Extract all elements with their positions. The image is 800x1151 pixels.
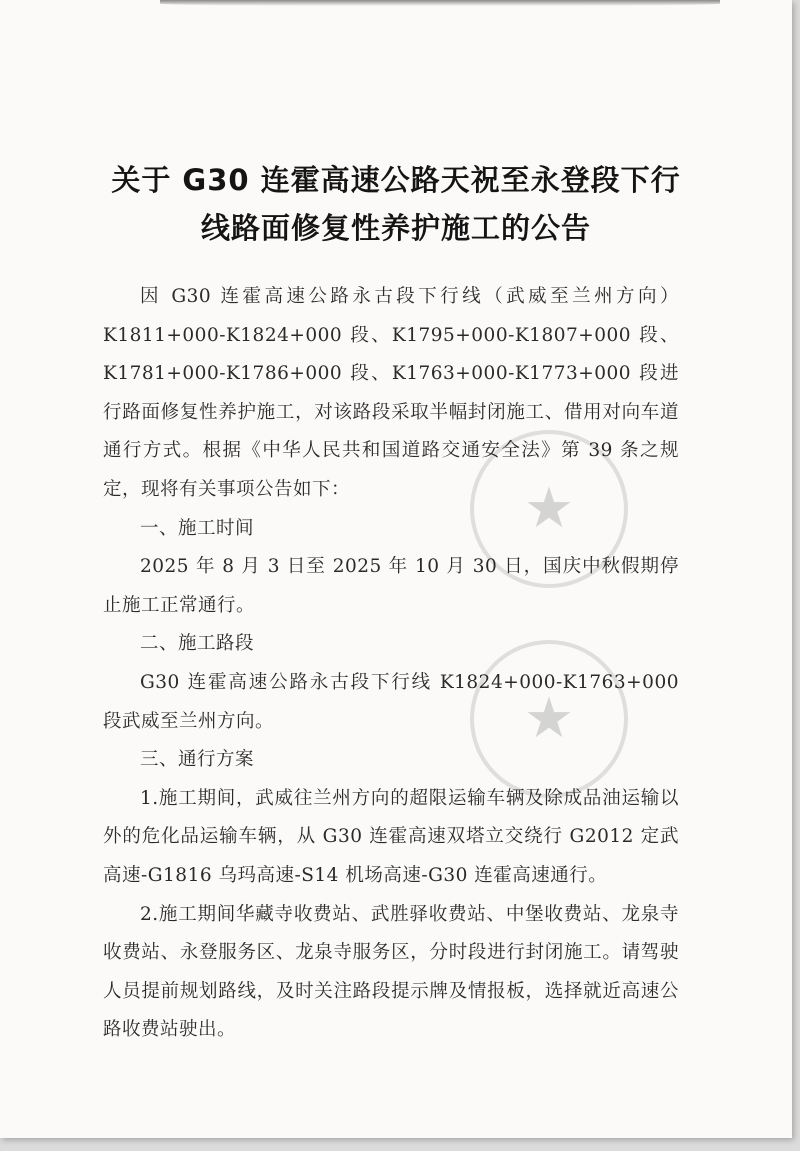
scan-edge-shadow [160, 0, 720, 6]
section-heading: 二、施工路段 [140, 633, 255, 655]
section-paragraph: G30 连霍高速公路永古段下行线 K1824+000-K1763+000 段武威至兰州方向。 [103, 671, 679, 732]
intro-paragraph: 因 G30 连霍高速公路永古段下行线（武威至兰州方向）K1811+000-K1824+000 段、K1795+000-K1807+000 段、K1781+000-K1786+000 段、K1763+000-K1773+000 段进行路面修复性养护施工，对该路段采取半幅封闭施工、借用对向车道通行方式。根据《中华人民共和国道路交通安全法》第 39 条之规定，现将有关事项公告如下： [103, 286, 679, 500]
section-heading: 一、施工时间 [140, 517, 255, 539]
document-body [103, 278, 679, 1050]
document-title-line1: 关于 G30 连霍高速公路天祝至永登段下行 [111, 163, 681, 197]
section-heading: 三、通行方案 [140, 749, 255, 771]
section-paragraph: 2025 年 8 月 3 日至 2025 年 10 月 30 日，国庆中秋假期停止施工正常通行。 [103, 556, 679, 616]
official-seal-stamp: ★ [470, 640, 628, 798]
section-paragraph: 2.施工期间华藏寺收费站、武胜驿收费站、中堡收费站、龙泉寺收费站、永登服务区、龙泉寺服务区，分时段进行封闭施工。请驾驶人员提前规划路线，及时关注路段提示牌及情报板，选择就近高速公路收费站驶出。 [103, 903, 679, 1041]
official-seal-stamp: ★ [470, 430, 628, 588]
section-paragraph: 1.施工期间，武威往兰州方向的超限运输车辆及除成品油运输以外的危化品运输车辆，从 G30 连霍高速双塔立交绕行 G2012 定武高速-G1816 乌玛高速-S14 机场高速-G30 连霍高速通行。 [103, 787, 679, 886]
document-title-line2: 线路面修复性养护施工的公告 [200, 211, 591, 245]
